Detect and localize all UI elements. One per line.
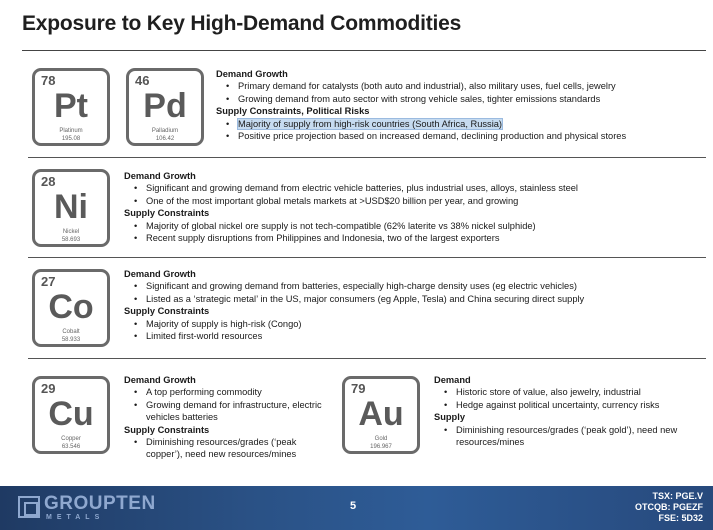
ticker-tsx: TSX: PGE.V [652,491,703,501]
section-heading: Supply Constraints [124,306,210,317]
section-heading: Demand Growth [124,375,196,385]
section-divider [28,358,706,359]
section-divider [28,257,706,258]
nickel-text-block [124,170,706,244]
section-heading: Supply Constraints [124,424,210,435]
atomic-number: 78 [41,73,56,88]
ticker-otcqb: OTCQB: PGEZF [635,502,703,512]
bullet-item: • Historic store of value, also jewelry, industrial [434,386,706,398]
bullet-item: • Significant and growing demand from electric vehicle batteries, plus industrial uses, alloys, stainless steel [124,182,706,194]
company-logo-icon [18,496,40,518]
element-tile-palladium [126,68,204,146]
footer-bar [0,486,713,530]
element-name: Palladium [151,128,179,134]
section-heading: Supply Constraints, Political Risks [216,106,370,117]
element-name: Cobalt [62,329,80,335]
atomic-number: 46 [135,73,150,88]
element-symbol: Pd [143,87,187,125]
element-tile-copper [32,376,110,454]
element-name: Copper [61,436,81,442]
bullet-item: • Diminishing resources/grades (‘peak copper’), need new resources/mines [124,436,324,461]
gold-text-block [434,374,706,448]
section-heading: Supply [434,412,465,423]
element-name: Platinum [59,128,83,134]
page-number: 5 [350,500,357,512]
bullet-item: • Primary demand for catalysts (both auto and industrial), also military uses, fuel cells, jewelry [216,80,706,92]
atomic-weight: 58.933 [61,337,81,343]
element-tile-cobalt [32,269,110,347]
element-name: Gold [374,436,388,442]
atomic-weight: 195.08 [61,136,81,142]
atomic-number: 79 [351,381,366,396]
bullet-item: • A top performing commodity [124,386,324,398]
bullet-item-highlighted [216,118,706,130]
bullet-item: • Limited first-world resources [124,330,706,342]
bullet-item: • Recent supply disruptions from Philippines and Indonesia, two of the largest exporters [124,232,706,244]
stock-tickers [635,491,703,524]
section-heading: Demand Growth [124,269,196,279]
company-logo-subtitle: METALS [46,514,105,521]
section-divider [28,157,706,158]
bullet-item: • Significant and growing demand from batteries, especially high-charge density uses (eg electric vehicles) [124,280,706,292]
cobalt-text-block [124,268,706,342]
bullet-item: • Positive price projection based on increased demand, declining production and physical stores [216,130,706,142]
bullet-item: • Diminishing resources/grades (‘peak gold’), need new resources/mines [434,424,706,449]
element-tile-nickel [32,169,110,247]
atomic-number: 29 [41,381,56,396]
copper-text-block [124,374,324,461]
atomic-weight: 58.693 [61,237,81,243]
element-symbol: Ni [54,188,88,226]
pgm-text-block [216,68,706,142]
company-logo-text: GROUPTEN [44,493,156,514]
atomic-weight: 196.967 [370,444,392,450]
ticker-fse: FSE: 5D32 [658,513,703,523]
bullet-item: • Growing demand for infrastructure, electric vehicles batteries [124,399,324,424]
atomic-weight: 106.42 [155,136,175,142]
bullet-item: • Majority of supply is high-risk (Congo) [124,318,706,330]
section-heading: Demand [434,375,471,385]
element-symbol: Cu [48,395,94,433]
title-divider [22,50,706,51]
section-heading: Demand Growth [216,69,288,79]
bullet-item: • Hedge against political uncertainty, currency risks [434,399,706,411]
bullet-item: • Growing demand from auto sector with strong vehicle sales, tighter emissions standards [216,93,706,105]
bullet-item: • Listed as a ‘strategic metal’ in the US, major consumers (eg Apple, Tesla) and China securing direct supply [124,293,706,305]
section-heading: Demand Growth [124,171,196,181]
element-symbol: Co [48,288,94,326]
bullet-item: • One of the most important global metals markets at >USD$20 billion per year, and growing [124,195,706,207]
element-name: Nickel [62,229,80,235]
element-symbol: Pt [54,87,88,125]
page-title: Exposure to Key High-Demand Commodities [22,12,462,35]
atomic-number: 27 [41,274,56,289]
bullet-item: • Majority of global nickel ore supply is not tech-compatible (62% laterite vs 38% nickel sulphide) [124,220,706,232]
element-symbol: Au [358,395,404,433]
element-tile-platinum [32,68,110,146]
element-tile-gold [342,376,420,454]
highlighted-text: Majority of supply from high-risk countries (South Africa, Russia) [238,118,503,129]
section-heading: Supply Constraints [124,208,210,219]
atomic-number: 28 [41,174,56,189]
atomic-weight: 63.546 [61,444,81,450]
